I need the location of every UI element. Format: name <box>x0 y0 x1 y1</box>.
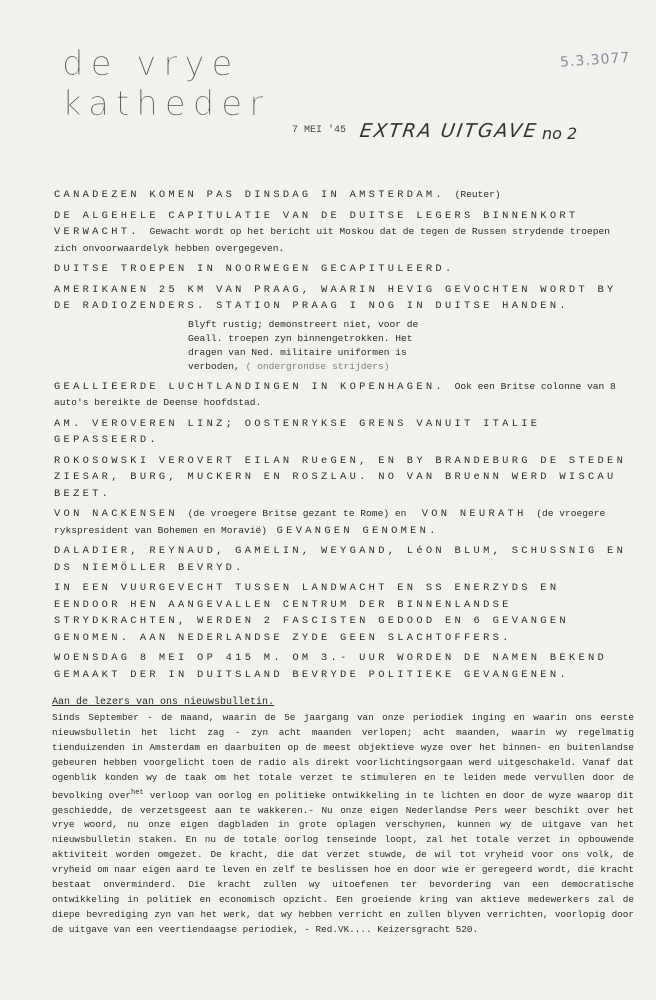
bulletin-headline: GEALLIEERDE LUCHTLANDINGEN IN KOPENHAGEN. <box>54 380 445 393</box>
archive-number: 5.3.3077 <box>559 49 631 71</box>
bulletin-headline: GEVANGEN GENOMEN. <box>276 524 439 537</box>
bulletin-item <box>54 649 632 682</box>
bulletin-headline: ROKOSOWSKI VEROVERT EILAN RUeGEN, EN BY BRANDEBURG DE STEDEN ZIESAR, BURG, MUCKERN EN ROSZLAU. NO VAN BRUeNN WERD WISCAU BEZET. <box>54 454 636 500</box>
notice-struck-text: ( ondergrondse strijders) <box>245 360 390 372</box>
public-notice <box>188 318 448 374</box>
bulletin-headline: IN EEN VUURGEVECHT TUSSEN LANDWACHT EN SS ENERZYDS EN EENDOOR HEN AANGEVALLEN CENTRUM DER BINNENLANDSE STRYDKRACHTEN, WERDEN 2 FASCISTEN GEDOOD EN 6 GEVANGEN GENOMEN. AAN NEDERLANDSE ZYDE GEEN SLACHTOFFERS. <box>54 582 579 644</box>
bulletin-text: Ook een Britse colonne van 8 auto's bereikte de Deense hoofdstad. <box>54 380 622 408</box>
bulletin-list <box>54 186 636 686</box>
bulletin-headline: VON NACKENSEN <box>54 508 178 520</box>
bulletin-headline: AMERIKANEN 25 KM VAN PRAAG, WAARIN HEVIG GEVOCHTEN WORDT BY DE RADIOZENDERS. STATION PRAAG I NOG IN DUITSE HANDEN. <box>54 283 627 312</box>
letter-title: Aan de lezers van ons nieuwsbulletin. <box>52 697 275 708</box>
letter-body <box>52 711 634 938</box>
bulletin-headline: DALADIER, REYNAUD, GAMELIN, WEYGAND, LéON BLUM, SCHUSSNIG EN DS NIEMÖLLER BEVRYD. <box>54 545 636 574</box>
bulletin-item <box>54 186 632 203</box>
notice-text: Blyft rustig; demonstreert niet, voor de Geall. troepen zyn binnengetrokken. Het dragen van Ned. militaire uniformen is verboden, <box>188 318 419 372</box>
bulletin-item <box>54 207 632 257</box>
bulletin-headline: AM. VEROVEREN LINZ; OOSTENRYKSE GRENS VANUIT ITALIE GEPASSEERD. <box>54 417 550 446</box>
bulletin-text: (de vroegere Britse gezant te Rome) en <box>187 508 413 519</box>
bulletin-item <box>54 579 632 645</box>
bulletin-text: Gewacht wordt op het bericht uit Moskou dat de tegen de Russen strydende troepen zich onvoorwaardelyk hebben overgegeven. <box>54 226 616 254</box>
bulletin-item <box>54 281 632 314</box>
bulletin-item <box>54 415 632 448</box>
letter-body-text: verloop van oorlog en politieke ontwikkeling in te lichten en door de wyze waarop dit geschiedde, de verzetsgeest aan te wakkeren.- Nu onze eigen Nederlandse Pers weer beschikt over het vrye woord, nu onze eigen dagbladen in grote oplagen verschynen, kunnen wy de uitgave van het nieuwsbulletin staken. En nu de totale oorlog tenseinde loopt, zal het totale verzet in opbouwende aktiviteit worden omgezet. De kracht, die dat verzet stuwde, de wil tot vryheid voor ons volk, de vryheid om naar eigen aard te leven en zelf te beslissen hoe en door wie er geregeerd wordt, die kracht bestaat onverminderd. Die kracht zullen wy uitoefenen ter bevordering van een democratische ontwikkeling in politiek en economisch opzicht. Een groeiende kring van aktieve medewerkers zal de diepe bevrediging zyn van het werk, dat wy hebben verricht en zullen blyven verrichten, voorlopig door de uitgave van een veertiendaagse periodiek, - Red.VK.... Keizersgracht 520. <box>52 789 634 935</box>
bulletin-headline: WOENSDAG 8 MEI OP 415 M. OM 3.- UUR WORDEN DE NAMEN BEKEND GEMAAKT DER IN DUITSLAND BEVRYDE POLITIEKE GEVANGENEN. <box>54 652 617 681</box>
edition-label: EXTRA UITGAVE <box>358 120 540 142</box>
bulletin-text: (de vroegere rykspresident van Bohemen en Moravië) <box>54 508 612 536</box>
letter-inserted-word: het <box>131 788 144 797</box>
bulletin-headline: DE ALGEHELE CAPITULATIE VAN DE DUITSE LEGERS BINNENKORT VERWACHT. <box>54 209 588 238</box>
letter-to-readers <box>52 696 634 938</box>
bulletin-headline: CANADEZEN KOMEN PAS DINSDAG IN AMSTERDAM. <box>54 189 445 201</box>
dateline <box>292 120 632 146</box>
bulletin-item <box>54 260 632 277</box>
issue-date: 7 MEI '45 <box>292 125 347 136</box>
bulletin-item <box>54 505 632 538</box>
letter-body-text: Sinds September - de maand, waarin de 5e jaargang van onze periodiek inging en waarin ons eerste nieuwsbulletin het licht zag - zyn acht maanden verlopen; acht maanden, waarin wy regelmatig tienduizenden in Amsterdam en daarbuiten op de meest objektieve wyze over het binnen- en buitenlandse gebeuren hebben voorgelicht toen de radio als direkt voorlichtingsorgaan werd uitgeschakeld. Vanaf dat ogenblik konden wy de taak om het totale verzet te stimuleren en te leiden mede vervullen door de bevolking over <box>52 712 634 801</box>
bulletin-source: (Reuter) <box>454 189 501 200</box>
bulletin-item <box>54 378 632 411</box>
bulletin-headline: VON NEURATH <box>421 508 527 520</box>
bulletin-item <box>54 452 636 502</box>
newspaper-title: de vrye katheder <box>62 44 271 124</box>
bulletin-item <box>54 542 636 575</box>
edition-number: no 2 <box>542 124 578 143</box>
bulletin-headline: DUITSE TROEPEN IN NOORWEGEN GECAPITULEERD. <box>54 263 455 275</box>
